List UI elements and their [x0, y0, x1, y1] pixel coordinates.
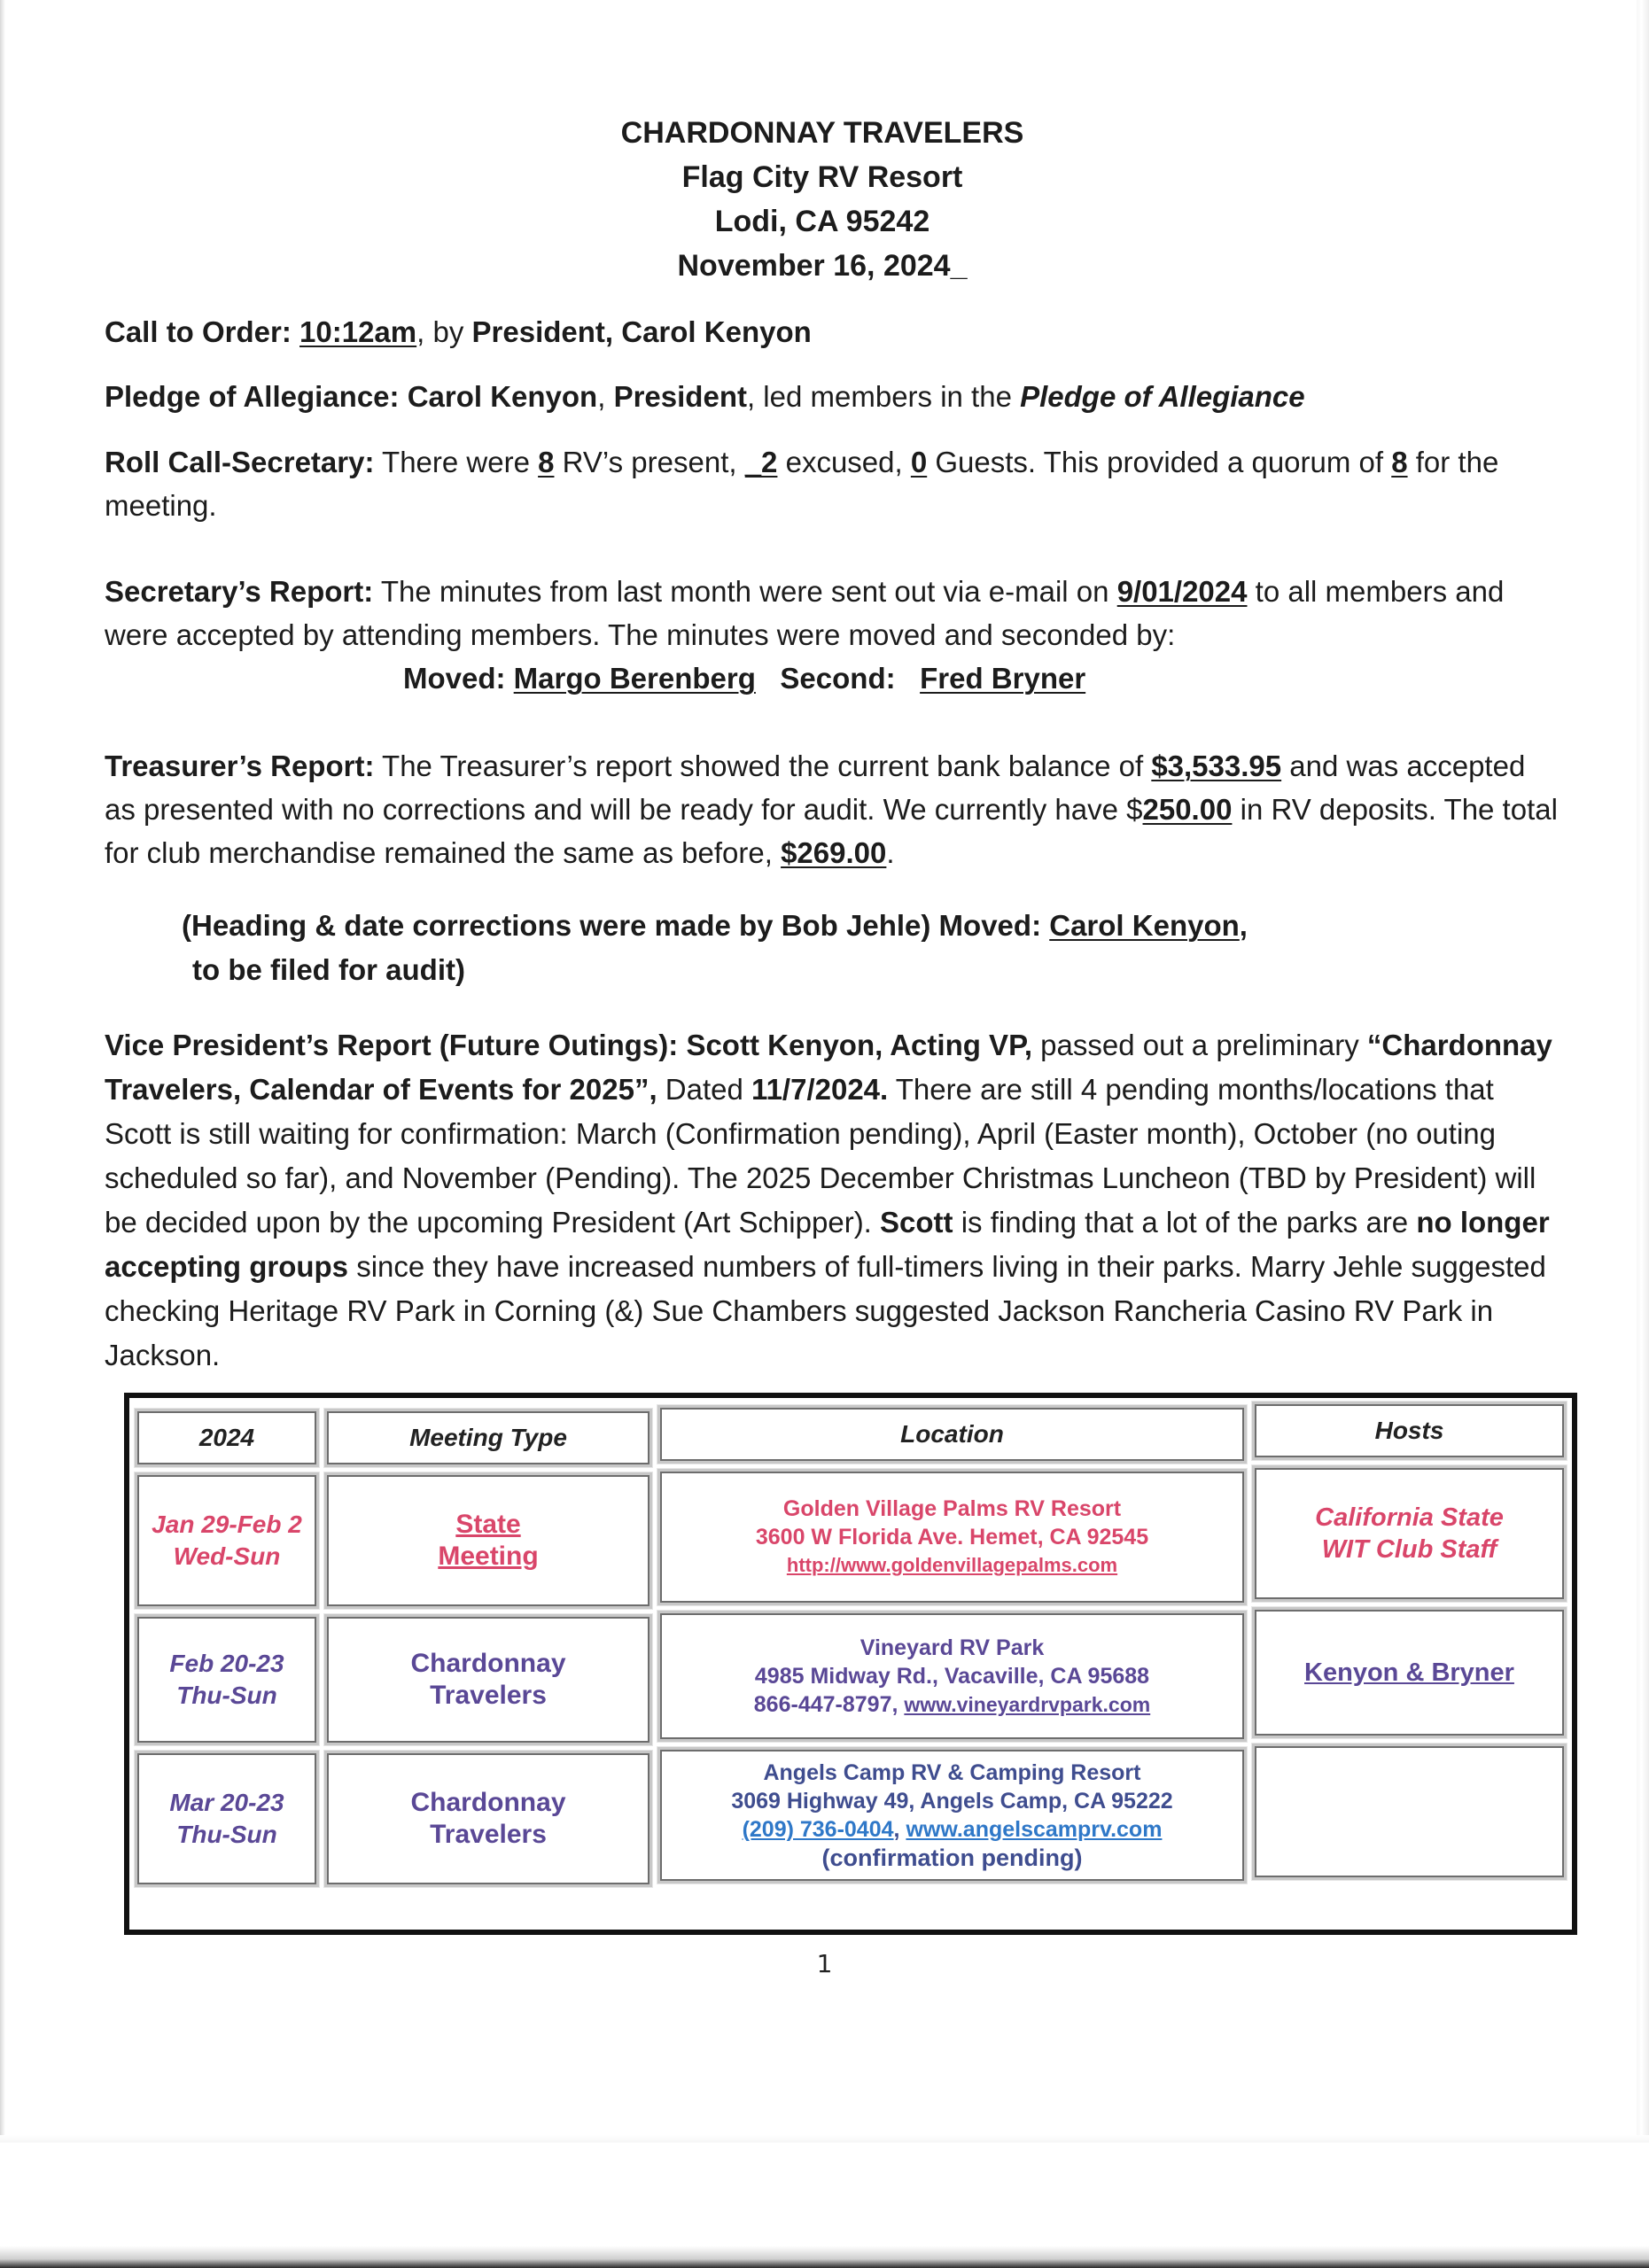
roll-call-text: Guests. This provided a quorum of: [935, 446, 1384, 478]
vp-report: [105, 1023, 1558, 1378]
pledge-text: , led members in the: [746, 380, 1012, 413]
row-days: Thu-Sun: [176, 1682, 277, 1709]
correction-text: (Heading & date corrections were made by Bob Jehle) Moved:: [182, 909, 1042, 942]
host-name: WIT Club Staff: [1321, 1535, 1497, 1564]
roll-call-text: RV’s present,: [562, 446, 737, 478]
correction-note: [182, 904, 1422, 992]
roll-call-label: Roll Call-Secretary:: [105, 446, 375, 478]
moved-label: Moved:: [403, 662, 506, 695]
vp-name: Scott Kenyon, Acting VP,: [686, 1029, 1032, 1061]
correction-moved-name: Carol Kenyon: [1049, 909, 1240, 942]
host-name: Kenyon & Bryner: [1304, 1658, 1514, 1687]
meeting-type: State: [455, 1510, 521, 1539]
call-to-order-name: , Carol Kenyon: [604, 315, 812, 348]
row-days: Thu-Sun: [176, 1821, 277, 1848]
table-row-hosts-empty: [1252, 1744, 1567, 1880]
treasurer-text: The Treasurer’s report showed the current bank balance of: [382, 750, 1144, 782]
pledge: [105, 375, 1558, 418]
second-label: Second:: [780, 662, 896, 695]
table-row-location: [657, 1747, 1247, 1884]
table-row-type: [324, 1751, 652, 1887]
rv-deposits: 250.00: [1142, 793, 1233, 826]
location-address: 3600 W Florida Ave. Hemet, CA 92545: [755, 1525, 1149, 1550]
bank-balance: $3,533.95: [1151, 750, 1282, 782]
call-to-order-by: , by: [416, 315, 464, 348]
call-to-order: [105, 310, 1558, 353]
meeting-type: Travelers: [430, 1820, 547, 1849]
location-address: 3069 Highway 49, Angels Camp, CA 95222: [731, 1789, 1173, 1814]
table-row-dates: [135, 1614, 319, 1745]
meeting-type: Chardonnay: [410, 1788, 566, 1817]
page-number: 1: [816, 1949, 833, 1978]
scan-edge: [0, 0, 5, 2268]
secretary-text: The minutes from last month were sent out via e-mail on: [380, 575, 1109, 608]
vp-scott: Scott: [880, 1206, 953, 1239]
location-website-link[interactable]: www.angelscamprv.com: [906, 1817, 1163, 1842]
location-address: 4985 Midway Rd., Vacaville, CA 95688: [754, 1664, 1150, 1689]
roll-call-text: There were: [382, 446, 530, 478]
table-row-dates: [135, 1472, 319, 1609]
header-meeting-type: Meeting Type: [324, 1409, 652, 1467]
guests-count: 0: [910, 446, 928, 478]
secretary-motion: [403, 656, 1289, 700]
document-header: [0, 111, 1649, 288]
meeting-date: November 16, 2024_: [677, 249, 968, 283]
vp-label: Vice President’s Report (Future Outings):: [105, 1029, 679, 1061]
table-row-location: [657, 1469, 1247, 1605]
table-row-type: [324, 1614, 652, 1745]
vp-text: Dated: [665, 1073, 743, 1106]
host-name: California State: [1315, 1503, 1504, 1532]
table-row-hosts: [1252, 1607, 1567, 1738]
treasurer-report: [105, 744, 1558, 874]
location-name: Golden Village Palms RV Resort: [782, 1496, 1122, 1521]
secretary-text: to all members and were accepted by attending members. The minutes were moved and seconded by:: [105, 575, 1505, 651]
location-separator: ,: [893, 1817, 900, 1842]
pledge-role: President: [613, 380, 747, 413]
roll-call-text: excused,: [785, 446, 903, 478]
merchandise-total: $269.00: [781, 836, 887, 869]
row-dates: Mar 20-23: [169, 1789, 284, 1816]
header-location: Location: [657, 1405, 1247, 1464]
vp-text: is finding that a lot of the parks are: [961, 1206, 1409, 1239]
treasurer-text: in RV deposits. The total for club merchandise remained the same as before,: [105, 793, 1558, 869]
correction-text: to be filed for audit): [192, 953, 465, 986]
table-row-dates: [135, 1751, 319, 1887]
pledge-name: Carol Kenyon: [407, 380, 598, 413]
treasurer-text: and was accepted as presented with no corrections and will be ready for audit. We currently have $: [105, 750, 1526, 826]
table-row-type: [324, 1472, 652, 1609]
row-dates: Feb 20-23: [169, 1650, 284, 1677]
calendar-date: 11/7/2024.: [751, 1073, 889, 1106]
roll-call-text: for the meeting.: [105, 446, 1499, 522]
secretary-label: Secretary’s Report:: [105, 575, 374, 608]
location-note: (confirmation pending): [821, 1845, 1083, 1871]
treasurer-label: Treasurer’s Report:: [105, 750, 375, 782]
row-days: Wed-Sun: [173, 1542, 281, 1570]
pledge-comma: ,: [597, 380, 606, 413]
location-website-link[interactable]: www.vineyardrvpark.com: [904, 1693, 1151, 1716]
meeting-type: Meeting: [438, 1542, 539, 1571]
table-row-hosts: [1252, 1465, 1567, 1602]
location-website-link[interactable]: http://www.goldenvillagepalms.com: [786, 1554, 1118, 1576]
vp-text: since they have increased numbers of full-timers living in their parks. Marry Jehle suggested checking Heritage RV Park in Corning (&) Sue Chambers suggested Jackson Rancheria Casino RV Park in Jackson.: [105, 1250, 1546, 1371]
no-groups-phrase: no longer accepting groups: [105, 1206, 1550, 1283]
venue-city: Lodi, CA 95242: [714, 205, 930, 238]
secretary-report: [105, 570, 1558, 656]
call-to-order-time: 10:12am: [299, 315, 417, 348]
roll-call: [105, 440, 1558, 527]
excused-count: _2: [744, 446, 778, 478]
calendar-title: “Chardonnay Travelers, Calendar of Events for 2025”,: [105, 1029, 1552, 1106]
venue-name: Flag City RV Resort: [681, 160, 963, 194]
header-year: 2024: [135, 1409, 319, 1467]
scan-edge: [1637, 0, 1649, 2268]
correction-text: ,: [1239, 909, 1248, 942]
location-phone: 866-447-8797,: [753, 1692, 898, 1717]
pledge-label: Pledge of Allegiance:: [105, 380, 400, 413]
call-to-order-role: President: [471, 315, 605, 348]
rvs-present: 8: [538, 446, 555, 478]
location-name: Vineyard RV Park: [860, 1635, 1045, 1660]
treasurer-text: .: [886, 836, 895, 869]
location-phone-link[interactable]: (209) 736-0404: [742, 1817, 894, 1842]
second-name: Fred Bryner: [920, 662, 1086, 695]
meeting-type: Chardonnay: [410, 1649, 566, 1678]
vp-text: There are still 4 pending months/locations that Scott is still waiting for confirmation: March (Confirmation pending), April (Easter month), October (no outing scheduled so far), and November (Pending). The 2025 December Christmas Luncheon (TBD by President) will be decided upon by the upcoming President (Art Schipper).: [105, 1073, 1536, 1239]
meeting-type: Travelers: [430, 1681, 547, 1710]
minutes-email-date: 9/01/2024: [1116, 575, 1248, 608]
call-to-order-label: Call to Order:: [105, 315, 292, 348]
header-hosts: Hosts: [1252, 1402, 1567, 1460]
vp-text: passed out a preliminary: [1040, 1029, 1359, 1061]
schedule-table: [124, 1393, 1577, 1935]
location-name: Angels Camp RV & Camping Resort: [763, 1760, 1141, 1785]
scan-edge: [0, 2246, 1649, 2268]
pledge-title: Pledge of Allegiance: [1020, 380, 1305, 413]
moved-name: Margo Berenberg: [513, 662, 756, 695]
quorum-count: 8: [1391, 446, 1408, 478]
row-dates: Jan 29-Feb 2: [152, 1511, 302, 1538]
table-row-location: [657, 1611, 1247, 1742]
club-name: CHARDONNAY TRAVELERS: [620, 116, 1024, 150]
